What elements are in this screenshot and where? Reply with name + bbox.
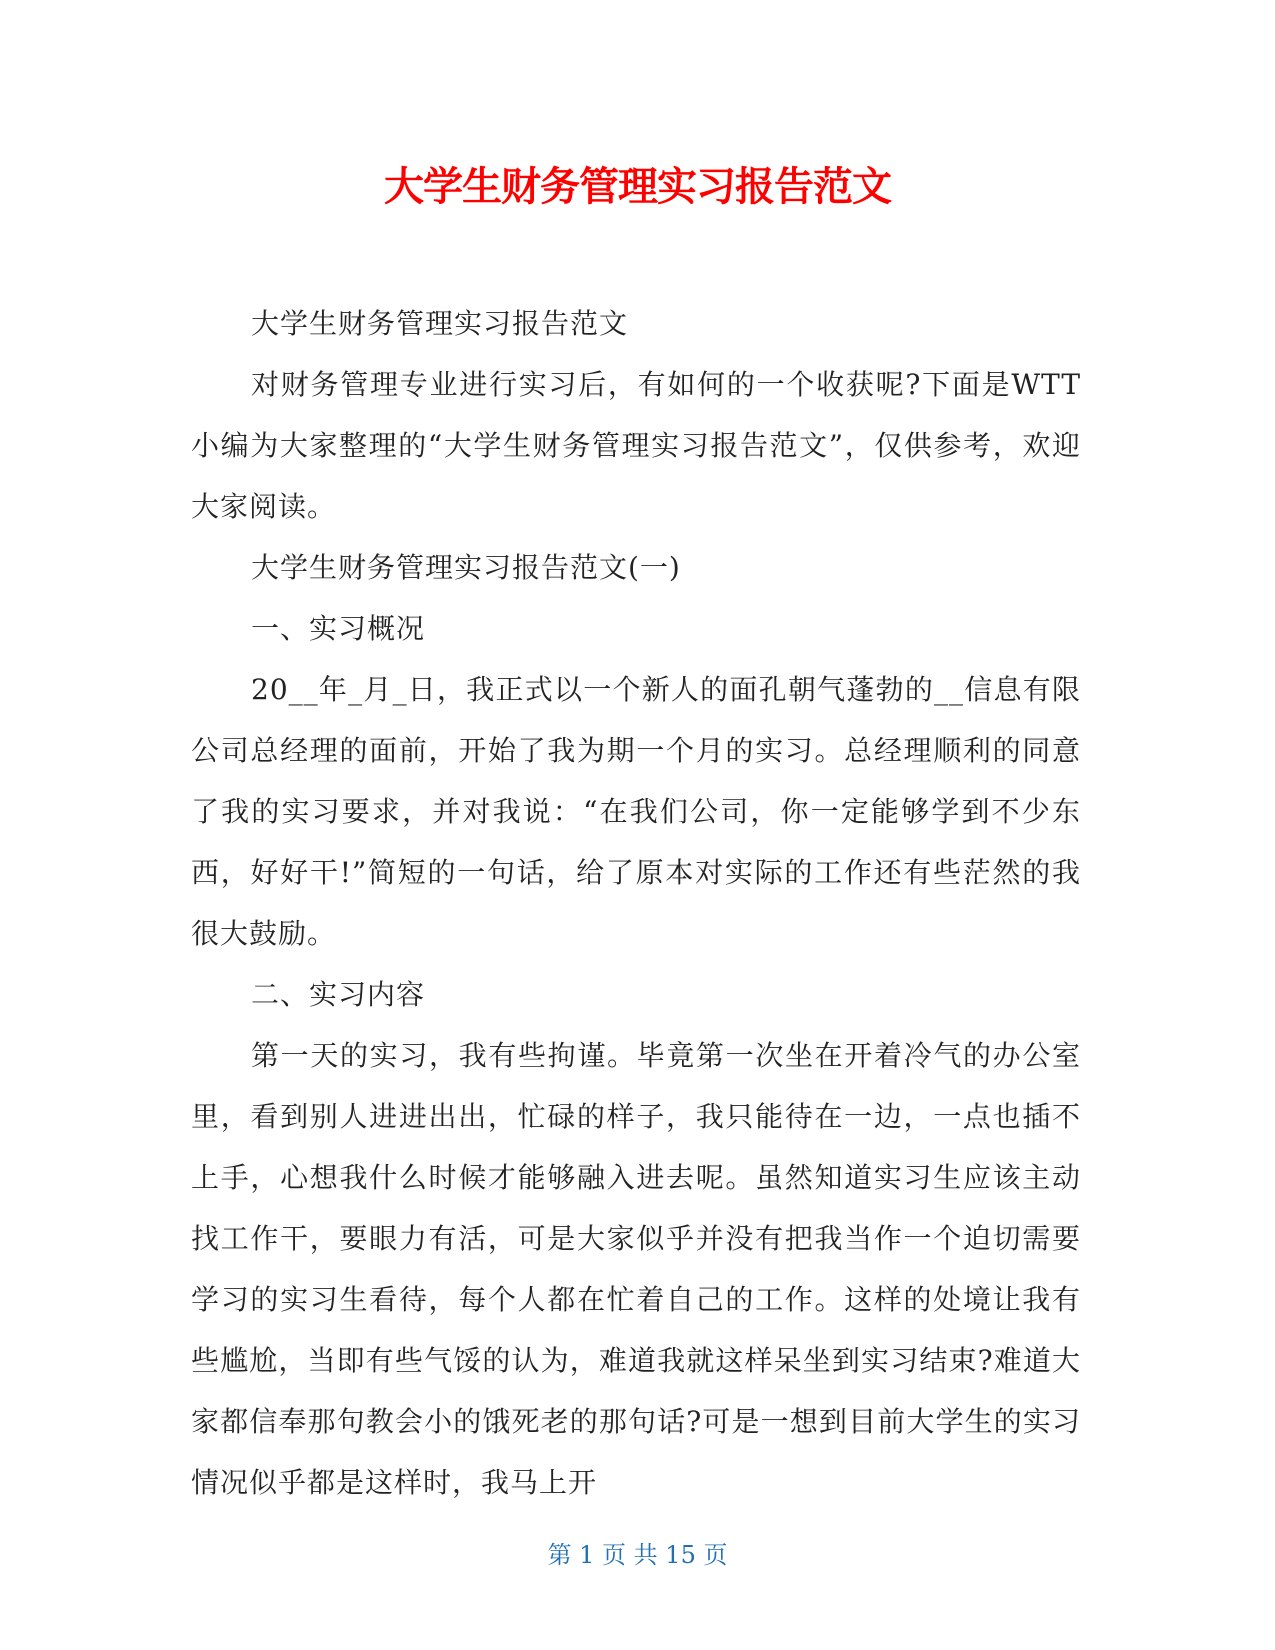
- paragraph-section-title: 大学生财务管理实习报告范文(一): [251, 551, 681, 584]
- paragraph-content: 第一天的实习，我有些拘谨。毕竟第一次坐在开着冷气的办公室里，看到别人进进出出，忙碌的样子，我只能待在一边，一点也插不上手，心想我什么时候才能够融入进去呢。虽然知道实习生应该主动找工作干，要眼力有活，可是大家似乎并没有把我当作一个迫切需要学习的实习生看待，每个人都在忙着自己的工作。这样的处境让我有些尴尬，当即有些气馁的认为，难道我就这样呆坐到实习结束?难道大家都信奉那句教会小的饿死老的那句话?可是一想到目前大学生的实习情况似乎都是这样时，我马上开: [191, 1039, 1081, 1499]
- document-body: [191, 293, 1081, 1513]
- paragraph-overview: 20__年_月_日，我正式以一个新人的面孔朝气蓬勃的__信息有限公司总经理的面前，开始了我为期一个月的实习。总经理顺利的同意了我的实习要求，并对我说：“在我们公司，你一定能够学到不少东西，好好干!”简短的一句话，给了原本对实际的工作还有些茫然的我很大鼓励。: [191, 673, 1081, 950]
- heading-internship-content: 二、实习内容: [251, 978, 426, 1011]
- page-number-footer: 第 1 页 共 15 页: [547, 1541, 728, 1569]
- heading-internship-overview: 一、实习概况: [251, 612, 426, 645]
- document-title: 大学生财务管理实习报告范文: [384, 164, 891, 210]
- paragraph-intro: 对财务管理专业进行实习后，有如何的一个收获呢?下面是WTT小编为大家整理的“大学生财务管理实习报告范文”，仅供参考，欢迎大家阅读。: [191, 368, 1081, 523]
- paragraph-subtitle: 大学生财务管理实习报告范文: [251, 307, 629, 340]
